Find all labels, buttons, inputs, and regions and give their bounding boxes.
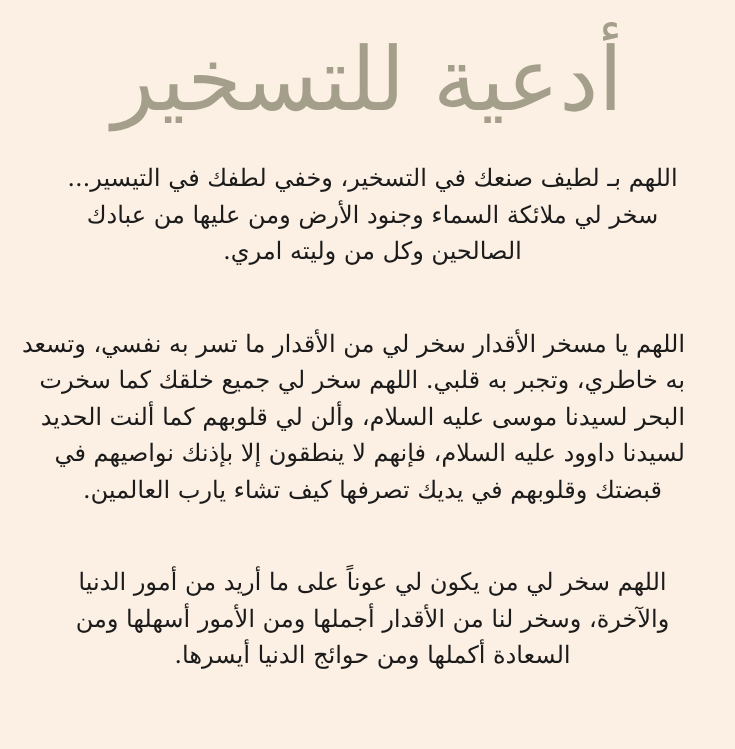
- paragraph-spacer: [60, 508, 685, 564]
- dua-line: قبضتك وقلوبهم في يديك تصرفها كيف تشاء يارب العالمين.: [83, 475, 662, 504]
- dua-line: اللهم بـ لطيف صنعك في التسخير، وخفي لطفك في التيسير...: [67, 164, 678, 192]
- dua-line: السعادة أكملها ومن حوائج الدنيا أيسرها.: [174, 641, 571, 669]
- dua-line: اللهم يا مسخر الأقدار سخر لي من الأقدار ما تسر به نفسي، وتسعد: [21, 329, 685, 358]
- dua-line: والآخرة، وسخر لنا من الأقدار أجملها ومن الأمور أسهلها ومن: [75, 604, 670, 633]
- dua-paragraph-2: [21, 326, 685, 509]
- paragraph-spacer: [60, 270, 685, 326]
- dua-line: سخر لي ملائكة السماء وجنود الأرض ومن عليها من عبادك: [86, 200, 659, 229]
- page-title: أدعية للتسخير: [112, 28, 623, 131]
- dua-paragraph-3: [60, 564, 685, 674]
- dua-content: [21, 160, 685, 674]
- dua-paragraph-1: [60, 160, 685, 270]
- dua-line: الصالحين وكل من وليته امري.: [223, 237, 522, 265]
- dua-line: به خاطري، وتجبر به قلبي. اللهم سخر لي جميع خلقك كما سخرت: [39, 366, 685, 394]
- dua-line: البحر لسيدنا موسى عليه السلام، وألن لي قلوبهم كما ألنت الحديد: [40, 402, 685, 431]
- dua-line: اللهم سخر لي من يكون لي عوناً على ما أريد من أمور الدنيا: [78, 568, 667, 596]
- dua-line: لسيدنا داوود عليه السلام، فإنهم لا ينطقون إلا بإذنك نواصيهم في: [54, 439, 685, 467]
